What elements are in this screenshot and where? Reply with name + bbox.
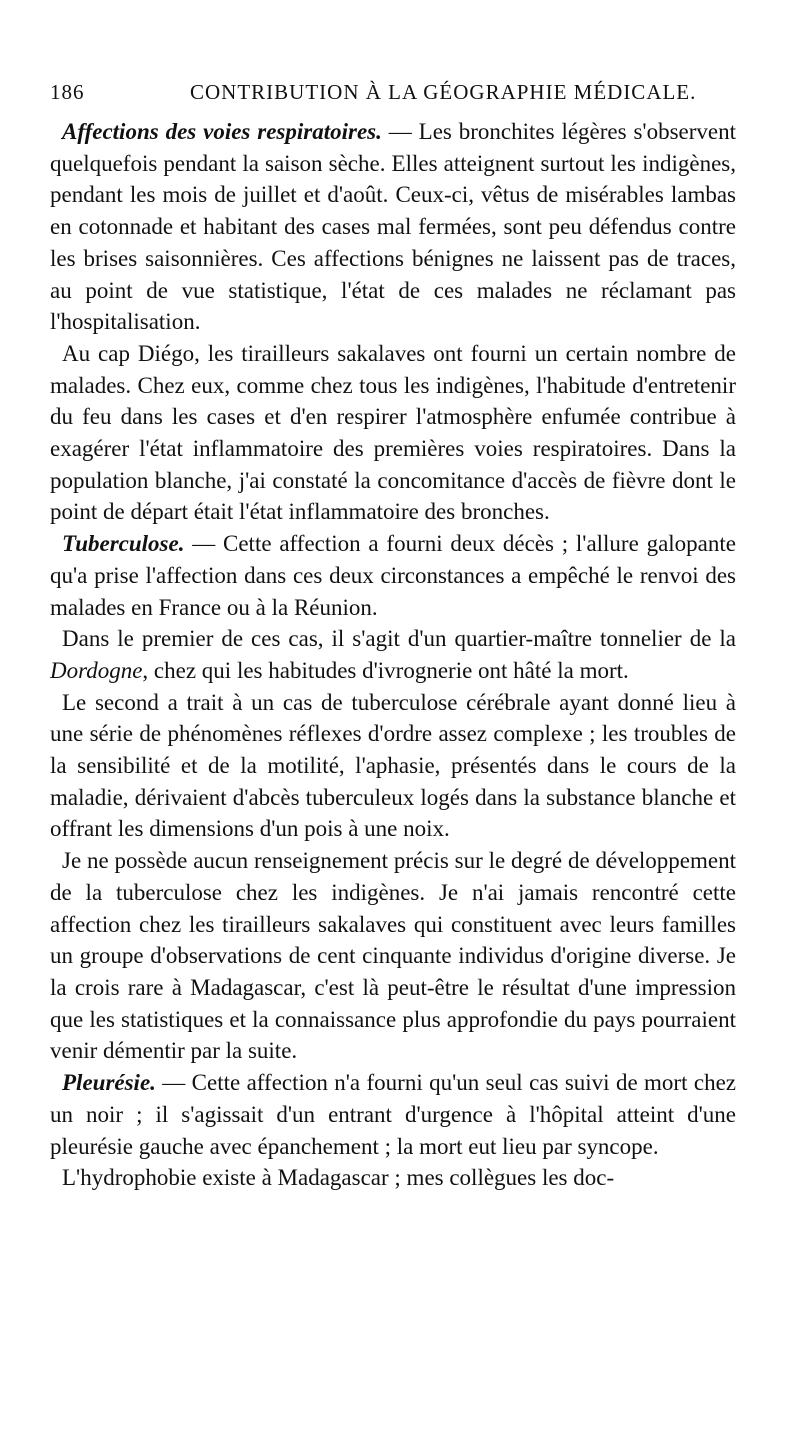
section-heading-tuberculosis: Tuberculose. xyxy=(62,531,185,557)
section-heading-pleurisy: Pleurésie. xyxy=(62,1070,156,1096)
paragraph-text: L'hydrophobie existe à Madagascar ; mes collègues les doc- xyxy=(62,1165,615,1191)
paragraph-text: — Cette affection n'a fourni qu'un seul cas suivi de mort chez un noir ; il s'agissait d'un entrant d'urgence à l'hôpital atteint d'une pleurésie gauche avec épanchement ; la mort eut lieu par syncope. xyxy=(50,1070,736,1159)
paragraph-text: Dans le premier de ces cas, il s'agit d'un quartier-maître tonnelier de la xyxy=(62,626,736,652)
paragraph-first-case xyxy=(50,623,736,686)
paragraph-respiratory-affections xyxy=(50,116,736,338)
paragraph-text: — Cette affection a fourni deux décès ; l'allure galopante qu'a prise l'affection dans ces deux circonstances a empêché le renvoi des malades en France ou à la Réunion. xyxy=(50,531,736,620)
paragraph-hydrophobia xyxy=(50,1162,736,1194)
paragraph-text: Le second a trait à un cas de tuberculose cérébrale ayant donné lieu à une série de phénomènes réflexes d'ordre assez complexe ; les troubles de la sensibilité et de la motilité, l'aphasie, présentés dans le cours de la maladie, dérivaient d'abcès tuberculeux logés dans la substance blanche et offrant les dimensions d'un pois à une noix. xyxy=(50,689,736,842)
body-text xyxy=(50,116,736,1194)
paragraph-indigenous-tuberculosis xyxy=(50,845,736,1067)
emphasized-place-name: Dordogne xyxy=(50,657,143,683)
paragraph-text: — Les bronchites légères s'observent quelquefois pendant la saison sèche. Elles atteignent surtout les indigènes, pendant les mois de juillet et d'août. Ceux-ci, vêtus de misérables lambas en cotonnade et habitant des cases mal fermées, sont peu défendus contre les brises saisonnières. Ces affections bénignes ne laissent pas de traces, au point de vue statistique, l'état de ces malades ne réclamant pas l'hospitalisation. xyxy=(50,119,736,335)
paragraph-text: , chez qui les habitudes d'ivrognerie ont hâté la mort. xyxy=(142,657,629,683)
paragraph-cap-diego xyxy=(50,338,736,528)
paragraph-tuberculosis xyxy=(50,528,736,623)
paragraph-pleurisy xyxy=(50,1067,736,1162)
page-number: 186 xyxy=(50,80,85,104)
paragraph-second-case xyxy=(50,687,736,846)
section-heading-respiratory: Affections des voies respiratoires. xyxy=(62,119,382,144)
running-header-title: CONTRIBUTION À LA GÉOGRAPHIE MÉDICALE. xyxy=(190,80,697,104)
paragraph-text: Je ne possède aucun renseignement précis sur le degré de développement de la tuberculose chez les indigènes. Je n'ai jamais rencontré cette affection chez les tirailleurs sakalaves qui constituent avec leurs familles un groupe d'observations de cent cinquante individus d'origine diverse. Je la crois rare à Madagascar, c'est là peut-être le résultat d'une impression que les statistiques et la connaissance plus approfondie du pays pourraient venir démentir par la suite. xyxy=(50,848,736,1064)
paragraph-text: Au cap Diégo, les tirailleurs sakalaves ont fourni un certain nombre de malades. Chez eux, comme chez tous les indigènes, l'habitude d'entretenir du feu dans les cases et d'en respirer l'atmosphère enfumée contribue à exagérer l'état inflammatoire des premières voies respiratoires. Dans la population blanche, j'ai constaté la concomitance d'accès de fièvre dont le point de départ était l'état inflammatoire des bronches. xyxy=(50,340,736,525)
running-header xyxy=(50,80,740,106)
